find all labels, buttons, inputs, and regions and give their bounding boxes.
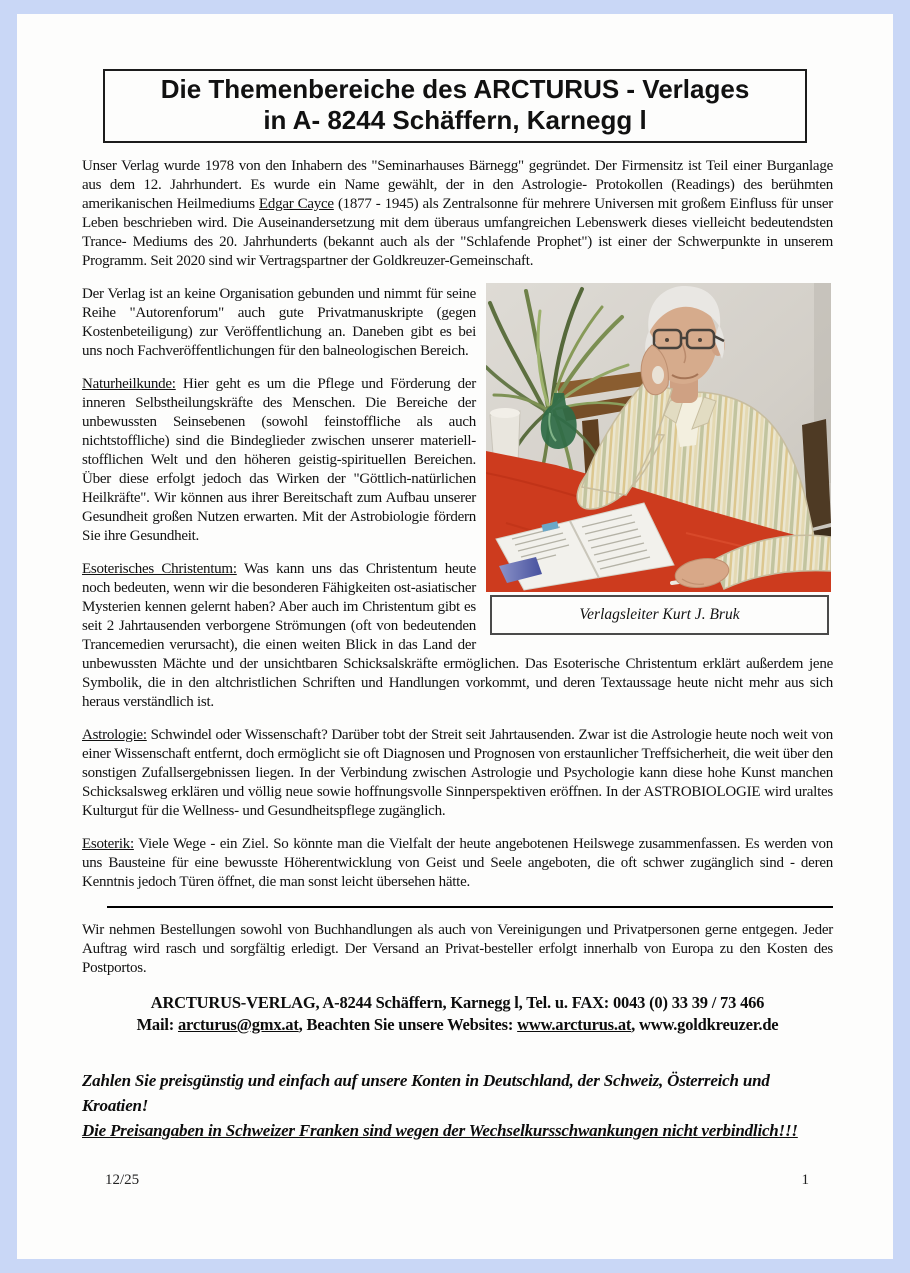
divider-line (107, 906, 833, 908)
photo-caption-box (490, 595, 829, 635)
intro-paragraph (82, 157, 833, 271)
section-text-esoterik: Viele Wege - ein Ziel. So könnte man die Vielfalt der heute angebotenen Heilswege zusammenfassen. Es werden von uns Bausteine für eine bewusste Höherentwicklung von Geist und Seele angeboten, die oft schwer zugänglich sind - deren Kenntnis jedoch Türen öffnet, die man sonst leicht übersehen hätte. (82, 836, 833, 890)
document-body (17, 143, 893, 1143)
contact-line1: ARCTURUS-VERLAG, A-8244 Schäffern, Karnegg l, Tel. u. FAX: 0043 (0) 33 39 / 73 466 (150, 993, 765, 1012)
payment-notice-line1: Zahlen Sie preisgünstig und einfach auf unsere Konten in Deutschland, der Schweiz, Österreich und Kroatien! (82, 1071, 770, 1115)
section-text-naturheilkunde: Hier geht es um die Pflege und Förderung der inneren Selbstheilungskräfte des Menschen. Die Bereiche der unbewussten Seinsebenen (sowohl feinstoffliche als auch nichtstoffliche) sind die Bindeglieder zwischen unserer materiell-stofflichen Welt und den höheren geistig-spirituellen Bereichen. Über diese erfolgt jedoch das Wirken der "Göttlich-natürlichen Heilkräfte". Wir können aus ihrer Bereitschaft zum Aufbau unserer Gesundheit großen Nutzen erwarten. Mit der Astrobiologie fördern Sie ihre Gesundheit. (82, 376, 476, 544)
document-page (17, 14, 893, 1259)
section-esoterik (82, 835, 833, 892)
section-label-naturheilkunde: Naturheilkunde: (82, 376, 176, 392)
section-label-esoterik: Esoterik: (82, 836, 134, 852)
payment-notice-line2: Die Preisangaben in Schweizer Franken sind wegen der Wechselkursschwankungen nicht verbindlich!!! (82, 1121, 798, 1140)
section-label-esoterisches-christentum: Esoterisches Christentum: (82, 561, 237, 577)
contact-block (82, 992, 833, 1036)
page-footer (105, 1172, 809, 1189)
contact-line2 (82, 1014, 833, 1036)
publisher-photo (486, 283, 831, 592)
order-paragraph: Wir nehmen Bestellungen sowohl von Buchhandlungen als auch von Vereinigungen und Privatpersonen gerne entgegen. Jeder Auftrag wird rasch und sorgfältig erledigt. Der Versand an Privat-besteller erfolgt innerhalb von Europa zu den Kosten des Postportos. (82, 922, 833, 976)
photo-block (486, 283, 833, 635)
payment-notice (82, 1068, 833, 1143)
intro-text-1: Unser Verlag wurde 1978 von den Inhabern des "Seminarhauses Bärnegg" gegründet. Der Firmensitz ist Teil einer Burganlage aus dem 12. Jahrhundert. Es wurde ein Name gewählt, der in den Astrologie- Protokollen (Readings) des berühmten amerikanischen Heilmediums (82, 158, 833, 212)
footer-page-number: 1 (801, 1172, 809, 1188)
page-title-line2: in A- 8244 Schäffern, Karnegg l (263, 105, 647, 135)
section-text-esoterisches-christentum: Was kann uns das Christentum heute noch bedeuten, wenn wir die besonderen Fähigkeiten ost-asiatischer Mysterien kennen gelernt haben? Aber auch im Christentum gibt es seit 2 Jahrtausenden verborgene Strömungen (oft von bedeutenden Trancemedien verursacht), die einen weiten Blick in das Land der unbewussten Mächte und der unsichtbaren Schicksalskräfte ermöglichen. Das Esoterische Christentum erklärt außerdem jene Symbolik, die in den altchristlichen Schriften und Handlungen vorkommt, und deren Textaussage heute nicht mehr aus sich heraus verständlich ist. (82, 561, 833, 710)
email-link[interactable]: arcturus@gmx.at (177, 1015, 299, 1034)
website-link-arcturus[interactable]: www.arcturus.at (517, 1015, 632, 1034)
websites-label: , Beachten Sie unsere Websites: (298, 1015, 518, 1034)
intro-text-2: (1877 - 1945) als Zentralsonne für mehrere Universen mit großem Einfluss für unser Leben beschrieben wird. Die Auseinandersetzung mit dem überaus umfangreichen Lebenswerk dieses vielleicht bedeutendsten Trance- Mediums des 20. Jahrhunderts (bekannt auch als der "Schlafende Prophet") ist einer der Schwerpunkte in unserem Programm. Seit 2020 sind wir Vertragspartner der Goldkreuzer-Gemeinschaft. (82, 196, 833, 269)
section-text-astrologie: Schwindel oder Wissenschaft? Darüber tobt der Streit seit Jahrtausenden. Zwar ist die Astrologie heute noch weit von einer Wissenschaft entfernt, doch ermöglicht sie oft Diagnosen und Prognosen von erstaunlicher Treffsicherheit, die weit über den sonstigen Zufallsergebnissen liegen. In der Verbindung zwischen Astrologie und Psychologie kann diese hohe Kunst manchen Schicksalsweg erklären und völlig neue sowie hoffnungsvolle Sinnperspektiven eröffnen. In der ASTROBIOLOGIE wird uraltes Kulturgut für die Wellness- und Gesundheitspflege zugänglich. (82, 727, 833, 819)
edgar-cayce-underlined-text: Edgar Cayce (258, 196, 334, 212)
section-astrologie (82, 726, 833, 821)
footer-date: 12/25 (105, 1172, 140, 1188)
page-title-line1: Die Themenbereiche des ARCTURUS - Verlages (160, 74, 750, 104)
section-label-astrologie: Astrologie: (82, 727, 147, 743)
website-link-goldkreuzer[interactable]: , www.goldkreuzer.de (631, 1015, 779, 1034)
mail-label: Mail: (136, 1015, 178, 1034)
page-title-box (103, 69, 807, 143)
photo-caption: Verlagsleiter Kurt J. Bruk (579, 606, 740, 623)
verlag-paragraph: Der Verlag ist an keine Organisation gebunden und nimmt für seine Reihe "Autorenforum" auch gute Privatmanuskripte (gegen Kostenbeteiligung) zur Veröffentlichung an. Daneben gibt es bei uns noch Fachveröffentlichungen für den balneologischen Bereich. (82, 286, 476, 359)
